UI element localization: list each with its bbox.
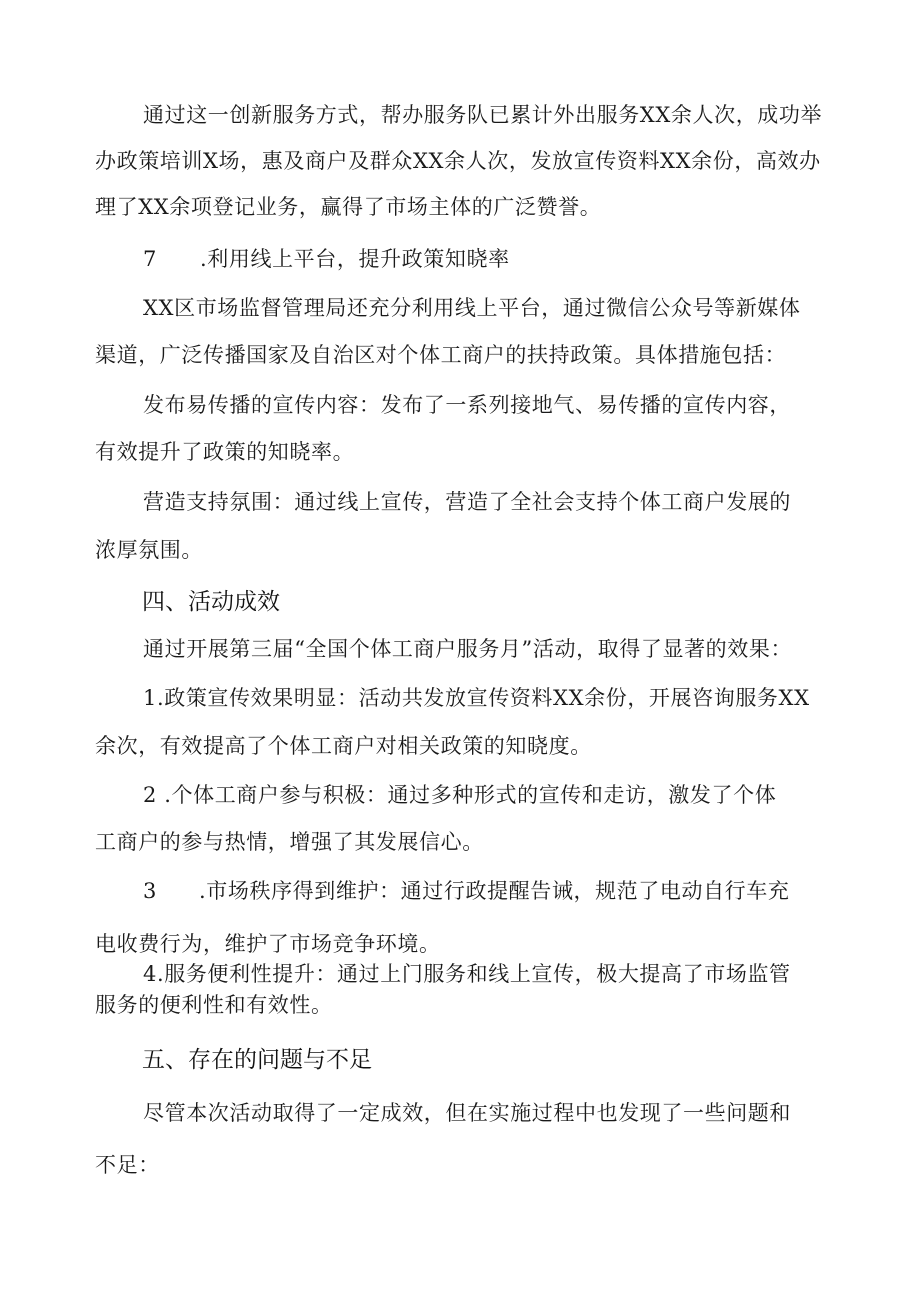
section-heading: 五、存在的问题与不足 (142, 1047, 372, 1073)
paragraph-text: 尽管本次活动取得了一定成效，但在实施过程中也发现了一些问题和 (143, 1101, 791, 1125)
paragraph-text: 浓厚氛围。 (95, 538, 203, 562)
result-item-text: 1.政策宣传效果明显：活动共发放宣传资料XX余份，开展咨询服务XX (143, 686, 810, 710)
result-item-text: 余次，有效提高了个体工商户对相关政策的知晓度。 (95, 734, 592, 758)
section-heading: 四、活动成效 (142, 589, 280, 615)
paragraph-text: 不足： (95, 1153, 160, 1177)
paragraph-text: XX区市场监督管理局还充分利用线上平台，通过微信公众号等新媒体 (143, 296, 801, 320)
list-item-number: 3 (143, 879, 157, 903)
paragraph-text: 办政策培训X场，惠及商户及群众XX余人次，发放宣传资料XX余份，高效办 (95, 149, 821, 173)
paragraph-text: 发布易传播的宣传内容：发布了一系列接地气、易传播的宣传内容， (143, 393, 791, 417)
result-item-text: 服务的便利性和有效性。 (95, 993, 333, 1017)
paragraph-text: 理了XX余项登记业务，赢得了市场主体的广泛赞誉。 (95, 195, 602, 219)
list-item-number: 7 (143, 247, 157, 271)
list-item-title: .利用线上平台，提升政策知晓率 (200, 247, 510, 271)
paragraph-text: 有效提升了政策的知晓率。 (95, 440, 355, 464)
result-item-text: 电收费行为，维护了市场竞争环境。 (95, 932, 441, 956)
paragraph-text: 通过这一创新服务方式，帮办服务队已累计外出服务XX余人次，成功举 (143, 103, 823, 127)
paragraph-text: 通过开展第三届“全国个体工商户服务月”活动，取得了显著的效果： (143, 637, 793, 661)
paragraph-text: 渠道，广泛传播国家及自治区对个体工商户的扶持政策。具体措施包括： (95, 343, 787, 367)
result-item-text: 2 .个体工商户参与积极：通过多种形式的宣传和走访，激发了个体 (143, 783, 777, 807)
paragraph-text: 营造支持氛围：通过线上宣传，营造了全社会支持个体工商户发展的 (143, 490, 791, 514)
result-item-text: 工商户的参与热情，增强了其发展信心。 (95, 830, 484, 854)
result-item-text: 4.服务便利性提升：通过上门服务和线上宣传，极大提高了市场监管 (143, 962, 791, 986)
result-item-text: .市场秩序得到维护：通过行政提醒告诫，规范了电动自行车充 (199, 879, 790, 903)
